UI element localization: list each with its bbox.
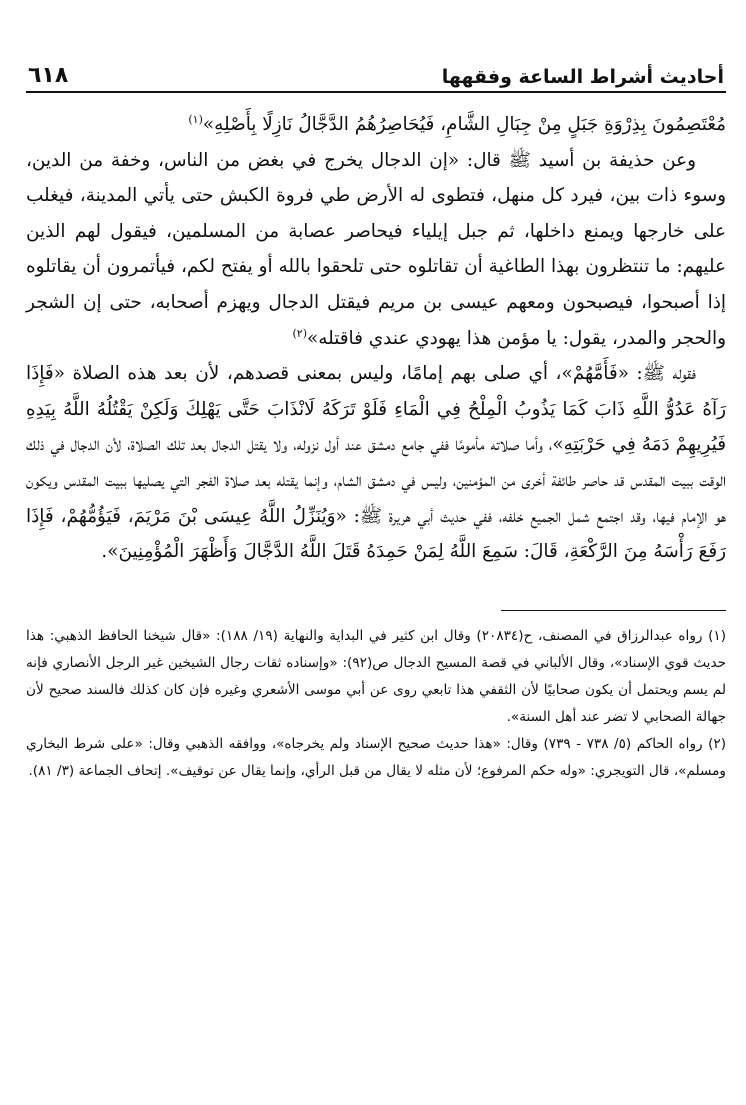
footnote-2: (٢) رواه الحاكم (٥/ ٧٣٨ - ٧٣٩) وقال: «هذا حديث صحيح الإسناد ولم يخرجاه»، ووافقه الذهبي وقال: «على شرط البخاري ومسلم»، قال التويجري: «وله حكم المرفوع؛ لأن مثله لا يقال من قبل الرأي، وإنما يقال عن توقيف». إتحاف الجماعة (٣/ ٨١). <box>26 735 726 779</box>
main-text <box>26 107 726 570</box>
quote-hadith-2: فَإِذَا رَآهُ عَدُوُّ اللَّهِ ذَابَ كَمَا يَذُوبُ الْمِلْحُ فِي الْمَاءِ فَلَوْ تَرَكَهُ لَانْذَابَ حَتَّى يَهْلِكَ وَلَكِنْ يَقْتُلُهُ اللَّهُ بِيَدِهِ فَيُرِيهِمْ دَمَهُ فِي حَرْبَتِهِ <box>26 363 726 456</box>
paragraph-3-text-b: »، أي صلى بهم إمامًا، وليس بمعنى قصدهم، لأن بعد هذه الصلاة « <box>53 363 573 385</box>
paragraph-3 <box>26 356 726 570</box>
footnotes <box>26 623 726 785</box>
footnote-ref-1: (١) <box>188 112 203 126</box>
paragraph-3-text-c: »، وأما صلاته مأمومًا ففي جامع دمشق عند أول نزوله، ولا يقتل الدجال بعد تلك الصلاة، لأن الدجال في ذلك الوقت ببيت المقدس قد حاصر طائفة أخرى من المؤمنين، وليس في دمشق الشام، وإنما يقتله بعد صلاة الفجر التي يصليها ببيت المقدس ويكون هو الإمام فيها، وقد اجتمع شمل الجميع خلفه، ففي حديث أبي هريرة ﷺ: « <box>26 434 727 527</box>
page-number: ٦١٨ <box>28 63 69 88</box>
paragraph-3-text-d: ». <box>101 541 119 563</box>
footnote-1: (١) رواه عبدالرزاق في المصنف، ح(٢٠٨٣٤) وقال ابن كثير في البداية والنهاية (١٩/ ١٨٨): «قال شيخنا الحافظ الذهبي: هذا حديث قوي الإسناد»، وقال الألباني في قصة المسيح الدجال ص(٩٢): «وإسناده ثقات رجال الشيخين غير الرجل الأنصاري فإنه لم يسم ويحتمل أن يكون صحابيًا لأن الثقفي هذا تابعي روى عن أبي موسى الأشعري وغيره فإن كان كذلك فالسند صحيح لأن جهالة الصحابي لا تضر عند أهل السنة». <box>26 627 727 725</box>
footnote-ref-2: (٢) <box>292 326 307 340</box>
running-header <box>26 58 726 93</box>
paragraph-2-text: وعن حذيفة بن أسيد ﷺ قال: «إن الدجال يخرج في بغض من الناس، وخفة من الدين، وسوء ذات بين، فيرد كل منهل، فتطوى له الأرض طي فروة الكبش حتى يأتي المدينة، فيغلب على خارجها ويمنع داخلها، ثم جبل إيلياء فيحاصر عصابة من المسلمين، فيقول لهم الذين عليهم: ما تنتظرون بهذا الطاغية أن تقاتلوه حتى تلحقوا بالله أو يفتح لكم، فيأتمرون أن يقاتلوه إذا أصبحوا، فيصبحون ومعهم عيسى بن مريم فيقتل الدجال ويهزم أصحابه، حتى إن الشجر والحجر والمدر، يقول: يا مؤمن هذا يهودي عندي فاقتله» <box>26 149 726 349</box>
quote-hadith-3: وَيُنَزِّلُ اللَّهُ عِيسَى بْنَ مَرْيَمَ، فَيَؤُمُّهُمْ، فَإِذَا رَفَعَ رَأْسَهُ مِنَ الرَّكْعَةِ، قَالَ: سَمِعَ اللَّهُ لِمَنْ حَمِدَهُ قَتَلَ اللَّهُ الدَّجَّالَ وَأَظْهَرَ الْمُؤْمِنِينَ <box>26 505 726 563</box>
paragraph-2 <box>26 143 726 357</box>
running-title: أحاديث أشراط الساعة وفقهها <box>441 66 724 88</box>
footnote-separator <box>501 610 726 611</box>
hadith-quote: مُعْتَصِمُونَ بِذِرْوَةِ جَبَلٍ مِنْ جِبَالِ الشَّامِ، فَيُحَاصِرُهُمُ الدَّجَّالُ نَازِلًا بِأَصْلِهِ» <box>202 114 726 135</box>
paragraph-1 <box>26 107 726 143</box>
book-page <box>26 58 726 785</box>
paragraph-3-text-a: فقوله ﷺ: « <box>617 363 696 385</box>
quote-fa-ammahum: فَأَمَّهُمْ <box>572 363 618 385</box>
